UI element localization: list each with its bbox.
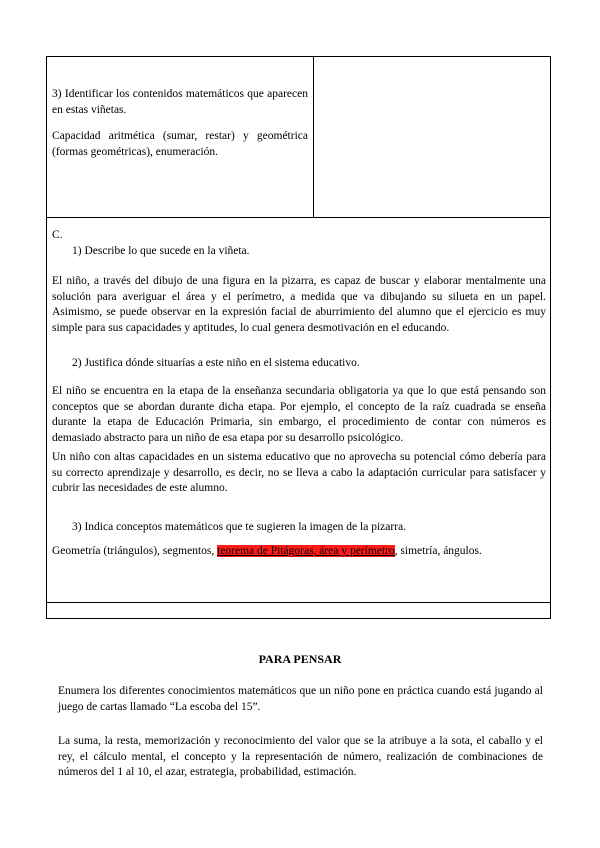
question-c3: 3) Indica conceptos matemáticos que te sugieren la imagen de la pizarra. bbox=[72, 521, 406, 533]
section-c-label: C. bbox=[52, 229, 63, 241]
answer-c2-paragraph-2: Un niño con altas capacidades en un sistema educativo que no aprovecha su potencial cómo debería para su correcto aprendizaje y desarrollo, es decir, no se lleva a cabo la adaptación curricular para satisfacer y cubrir las necesidades de este alumno. bbox=[52, 451, 546, 494]
question-3-answer: Capacidad aritmética (sumar, restar) y geométrica (formas geométricas), enumeración. bbox=[52, 130, 308, 158]
section-title-para-pensar: PARA PENSAR bbox=[258, 652, 342, 666]
table-row-question-3 bbox=[47, 57, 550, 218]
cell-question-3 bbox=[47, 57, 314, 217]
para-pensar-answer: La suma, la resta, memorización y reconocimiento del valor que se la atribuye a la sota, el caballo y el rey, el cálculo mental, el concepto y la representación de número, realización de combinaciones de números del 1 al 10, el azar, estrategia, probabilidad, estimación. bbox=[58, 735, 543, 778]
table-row-section-c bbox=[47, 218, 550, 603]
answer-c3-end: , simetría, ángulos. bbox=[394, 545, 482, 557]
answer-c3-highlight: teorema de Pitágoras, área y perímetro bbox=[217, 545, 395, 557]
answer-c3-start: Geometría (triángulos), segmentos, bbox=[52, 545, 218, 557]
question-c1: 1) Describe lo que sucede en la viñeta. bbox=[72, 245, 250, 257]
answer-table bbox=[46, 56, 551, 619]
answer-c2-paragraph-1: El niño se encuentra en la etapa de la enseñanza secundaria obligatoria ya que lo que está pensando son conceptos que se abordan durante dicha etapa. Por ejemplo, el concepto de la raíz cuadrada se enseña durante la etapa de Educación Primaria, sin embargo, el procedimiento de contar con números es demasiado abstracto para un niño de esa etapa por su desarrollo psicológico. bbox=[52, 385, 546, 444]
question-3-text: 3) Identificar los contenidos matemáticos que aparecen en estas viñetas. bbox=[52, 88, 308, 116]
cell-empty bbox=[314, 57, 550, 217]
table-row-empty bbox=[47, 603, 550, 618]
answer-c1: El niño, a través del dibujo de una figura en la pizarra, es capaz de buscar y elaborar mentalmente una solución para averiguar el área y el perímetro, a medida que va dibujando su silueta en un papel. Asimismo, se puede observar en la expresión facial de aburrimiento del alumno que el ejercicio es muy simple para sus capacidades y aptitudes, lo cual genera desmotivación en el educando. bbox=[52, 275, 546, 334]
answer-c3 bbox=[52, 544, 546, 560]
para-pensar-question: Enumera los diferentes conocimientos matemáticos que un niño pone en práctica cuando está jugando al juego de cartas llamado “La escoba del 15”. bbox=[58, 685, 543, 713]
question-c2: 2) Justifica dónde situarías a este niño en el sistema educativo. bbox=[72, 357, 360, 369]
